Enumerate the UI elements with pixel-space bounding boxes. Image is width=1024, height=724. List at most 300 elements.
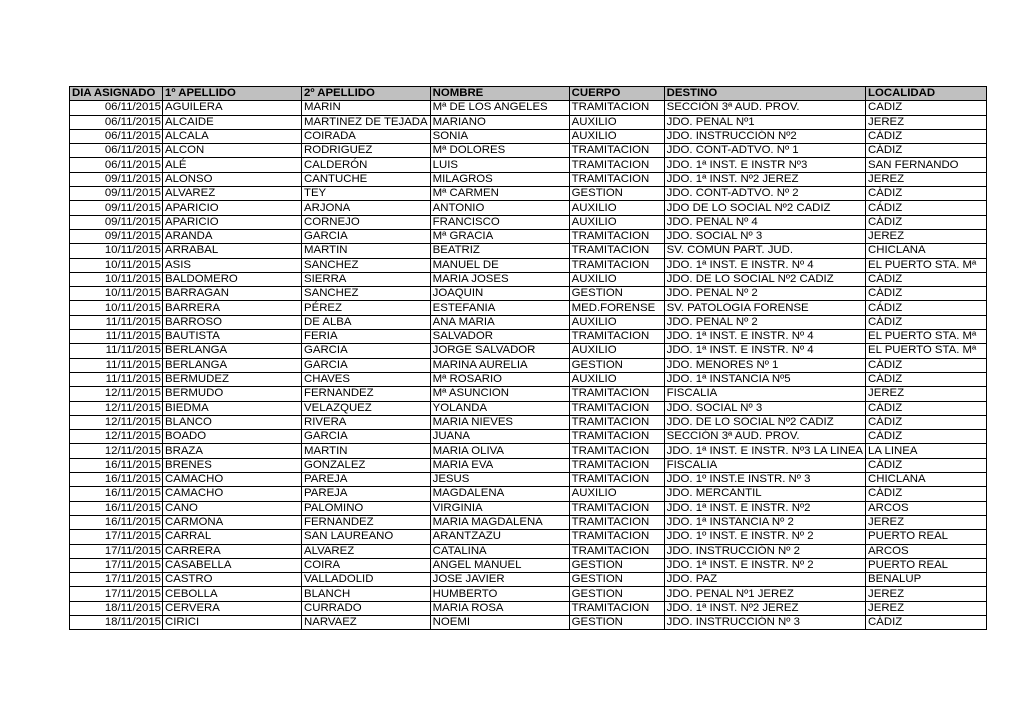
destino-cell: SECCIÓN 3ª AUD. PROV. bbox=[664, 101, 865, 115]
primer-apellido-cell: ALÉ bbox=[163, 158, 302, 172]
cuerpo-cell: TRAMITACION bbox=[569, 430, 664, 444]
table-row bbox=[70, 558, 987, 572]
destino-cell: JDO. 1ª INSTANCIA Nº 2 bbox=[664, 515, 865, 529]
cuerpo-cell: TRAMITACION bbox=[569, 544, 664, 558]
destino-cell: FISCALIA bbox=[664, 458, 865, 472]
cuerpo-cell: AUXILIO bbox=[569, 129, 664, 143]
segundo-apellido-cell: GARCIA bbox=[302, 229, 431, 243]
destino-cell: JDO. 1ª INSTANCIA Nº5 bbox=[664, 372, 865, 386]
cuerpo-cell: TRAMITACION bbox=[569, 244, 664, 258]
nombre-cell: LUIS bbox=[430, 158, 569, 172]
destino-cell: JDO. PENAL Nº 4 bbox=[664, 215, 865, 229]
destino-cell: JDO. PAZ bbox=[664, 573, 865, 587]
cuerpo-cell: AUXILIO bbox=[569, 272, 664, 286]
cuerpo-cell: TRAMITACION bbox=[569, 458, 664, 472]
nombre-cell: MILAGROS bbox=[430, 172, 569, 186]
destino-cell: JDO. 1ª INST. E INSTR. Nº 4 bbox=[664, 258, 865, 272]
dia-asignado-cell: 18/11/2015 bbox=[70, 615, 163, 629]
cuerpo-cell: TRAMITACION bbox=[569, 444, 664, 458]
dia-asignado-cell: 11/11/2015 bbox=[70, 330, 163, 344]
segundo-apellido-cell: CHAVES bbox=[302, 372, 431, 386]
dia-asignado-cell: 09/11/2015 bbox=[70, 215, 163, 229]
segundo-apellido-cell: PALOMINO bbox=[302, 501, 431, 515]
table-row bbox=[70, 201, 987, 215]
localidad-cell: SAN FERNANDO bbox=[866, 158, 987, 172]
cuerpo-cell: TRAMITACION bbox=[569, 101, 664, 115]
table-row bbox=[70, 187, 987, 201]
segundo-apellido-cell: NARVAEZ bbox=[302, 615, 431, 629]
segundo-apellido-cell: ARJONA bbox=[302, 201, 431, 215]
destino-cell: JDO. CONT-ADTVO. Nº 1 bbox=[664, 144, 865, 158]
table-row bbox=[70, 287, 987, 301]
dia-asignado-cell: 12/11/2015 bbox=[70, 430, 163, 444]
destino-cell: JDO. PENAL Nº1 bbox=[664, 115, 865, 129]
localidad-cell: CÁDIZ bbox=[866, 144, 987, 158]
destino-cell: JDO. 1º INST. E INSTR. Nº 2 bbox=[664, 530, 865, 544]
dia-asignado-cell: 10/11/2015 bbox=[70, 287, 163, 301]
segundo-apellido-cell: RODRIGUEZ bbox=[302, 144, 431, 158]
table-row bbox=[70, 458, 987, 472]
nombre-cell: CATALINA bbox=[430, 544, 569, 558]
nombre-cell: ANGEL MANUEL bbox=[430, 558, 569, 572]
dia-asignado-cell: 17/11/2015 bbox=[70, 573, 163, 587]
primer-apellido-cell: ALONSO bbox=[163, 172, 302, 186]
assignment-table bbox=[69, 86, 987, 630]
segundo-apellido-cell: SANCHEZ bbox=[302, 258, 431, 272]
localidad-cell: EL PUERTO STA. Mª bbox=[866, 330, 987, 344]
primer-apellido-cell: APARICIO bbox=[163, 201, 302, 215]
table-row bbox=[70, 172, 987, 186]
segundo-apellido-cell: CORNEJO bbox=[302, 215, 431, 229]
dia-asignado-cell: 06/11/2015 bbox=[70, 129, 163, 143]
primer-apellido-cell: CASTRO bbox=[163, 573, 302, 587]
dia-asignado-cell: 11/11/2015 bbox=[70, 358, 163, 372]
nombre-cell: VIRGINIA bbox=[430, 501, 569, 515]
primer-apellido-cell: BAUTISTA bbox=[163, 330, 302, 344]
nombre-cell: YOLANDA bbox=[430, 401, 569, 415]
table-row bbox=[70, 473, 987, 487]
segundo-apellido-cell: CALDERÓN bbox=[302, 158, 431, 172]
primer-apellido-cell: CEBOLLA bbox=[163, 587, 302, 601]
primer-apellido-cell: BOADO bbox=[163, 430, 302, 444]
segundo-apellido-cell: MARIN bbox=[302, 101, 431, 115]
localidad-cell: CÁDIZ bbox=[866, 430, 987, 444]
cuerpo-cell: TRAMITACION bbox=[569, 144, 664, 158]
nombre-cell: MARIA JOSES bbox=[430, 272, 569, 286]
dia-asignado-cell: 16/11/2015 bbox=[70, 473, 163, 487]
table-row bbox=[70, 158, 987, 172]
cuerpo-cell: TRAMITACION bbox=[569, 415, 664, 429]
cuerpo-cell: TRAMITACION bbox=[569, 401, 664, 415]
dia-asignado-cell: 10/11/2015 bbox=[70, 258, 163, 272]
destino-cell: JDO. DE LO SOCIAL Nº2 CADIZ bbox=[664, 272, 865, 286]
segundo-apellido-cell: FERNANDEZ bbox=[302, 387, 431, 401]
primer-apellido-cell: ASIS bbox=[163, 258, 302, 272]
segundo-apellido-cell: RIVERA bbox=[302, 415, 431, 429]
cuerpo-cell: GESTION bbox=[569, 358, 664, 372]
table-row bbox=[70, 587, 987, 601]
dia-asignado-cell: 12/11/2015 bbox=[70, 401, 163, 415]
dia-asignado-cell: 09/11/2015 bbox=[70, 172, 163, 186]
destino-cell: JDO. CONT-ADTVO. Nº 2 bbox=[664, 187, 865, 201]
destino-cell: JDO. 1ª INST. E INSTR. Nº 4 bbox=[664, 344, 865, 358]
destino-cell: JDO. SOCIAL Nº 3 bbox=[664, 229, 865, 243]
segundo-apellido-cell: CURRADO bbox=[302, 601, 431, 615]
destino-cell: JDO. DE LO SOCIAL Nº2 CADIZ bbox=[664, 415, 865, 429]
destino-cell: JDO. SOCIAL Nº 3 bbox=[664, 401, 865, 415]
dia-asignado-cell: 10/11/2015 bbox=[70, 272, 163, 286]
nombre-cell: JUANA bbox=[430, 430, 569, 444]
table-row bbox=[70, 344, 987, 358]
segundo-apellido-cell: SIERRA bbox=[302, 272, 431, 286]
header-cuerpo: CUERPO bbox=[569, 87, 664, 101]
table-row bbox=[70, 301, 987, 315]
localidad-cell: ARCOS bbox=[866, 544, 987, 558]
dia-asignado-cell: 16/11/2015 bbox=[70, 458, 163, 472]
segundo-apellido-cell: TEY bbox=[302, 187, 431, 201]
localidad-cell: EL PUERTO STA. Mª bbox=[866, 344, 987, 358]
dia-asignado-cell: 17/11/2015 bbox=[70, 544, 163, 558]
table-row bbox=[70, 444, 987, 458]
dia-asignado-cell: 10/11/2015 bbox=[70, 301, 163, 315]
primer-apellido-cell: AGUILERA bbox=[163, 101, 302, 115]
localidad-cell: CÁDIZ bbox=[866, 201, 987, 215]
localidad-cell: CÁDIZ bbox=[866, 301, 987, 315]
destino-cell: JDO. INSTRUCCIÓN Nº2 bbox=[664, 129, 865, 143]
cuerpo-cell: AUXILIO bbox=[569, 201, 664, 215]
segundo-apellido-cell: MARTIN bbox=[302, 444, 431, 458]
primer-apellido-cell: CASABELLA bbox=[163, 558, 302, 572]
cuerpo-cell: AUXILIO bbox=[569, 315, 664, 329]
localidad-cell: JEREZ bbox=[866, 172, 987, 186]
localidad-cell: CHICLANA bbox=[866, 473, 987, 487]
cuerpo-cell: GESTION bbox=[569, 587, 664, 601]
table-row bbox=[70, 530, 987, 544]
table-row bbox=[70, 258, 987, 272]
segundo-apellido-cell: GARCIA bbox=[302, 430, 431, 444]
dia-asignado-cell: 06/11/2015 bbox=[70, 158, 163, 172]
dia-asignado-cell: 17/11/2015 bbox=[70, 587, 163, 601]
segundo-apellido-cell: GONZALEZ bbox=[302, 458, 431, 472]
segundo-apellido-cell: COIRADA bbox=[302, 129, 431, 143]
primer-apellido-cell: ALCAIDE bbox=[163, 115, 302, 129]
nombre-cell: Mª ROSARIO bbox=[430, 372, 569, 386]
primer-apellido-cell: BARRERA bbox=[163, 301, 302, 315]
dia-asignado-cell: 09/11/2015 bbox=[70, 187, 163, 201]
dia-asignado-cell: 16/11/2015 bbox=[70, 501, 163, 515]
primer-apellido-cell: BARRAGAN bbox=[163, 287, 302, 301]
nombre-cell: MARIA ROSA bbox=[430, 601, 569, 615]
primer-apellido-cell: CIRICI bbox=[163, 615, 302, 629]
nombre-cell: ESTEFANIA bbox=[430, 301, 569, 315]
table-row bbox=[70, 430, 987, 444]
nombre-cell: Mª GRACIA bbox=[430, 229, 569, 243]
primer-apellido-cell: BALDOMERO bbox=[163, 272, 302, 286]
primer-apellido-cell: CANO bbox=[163, 501, 302, 515]
dia-asignado-cell: 17/11/2015 bbox=[70, 558, 163, 572]
header-dia-asignado: DIA ASIGNADO bbox=[70, 87, 163, 101]
nombre-cell: MARINA AURELIA bbox=[430, 358, 569, 372]
nombre-cell: JOSE JAVIER bbox=[430, 573, 569, 587]
table-row bbox=[70, 215, 987, 229]
dia-asignado-cell: 09/11/2015 bbox=[70, 201, 163, 215]
primer-apellido-cell: ALVAREZ bbox=[163, 187, 302, 201]
destino-cell: JDO. PENAL Nº1 JEREZ bbox=[664, 587, 865, 601]
localidad-cell: CHICLANA bbox=[866, 244, 987, 258]
localidad-cell: CÁDIZ bbox=[866, 287, 987, 301]
localidad-cell: CÁDIZ bbox=[866, 187, 987, 201]
dia-asignado-cell: 11/11/2015 bbox=[70, 372, 163, 386]
nombre-cell: MARIANO bbox=[430, 115, 569, 129]
table-row bbox=[70, 372, 987, 386]
destino-cell: JDO. PENAL Nº 2 bbox=[664, 315, 865, 329]
localidad-cell: CÁDIZ bbox=[866, 372, 987, 386]
localidad-cell: CÁDIZ bbox=[866, 487, 987, 501]
nombre-cell: FRANCISCO bbox=[430, 215, 569, 229]
cuerpo-cell: GESTION bbox=[569, 615, 664, 629]
cuerpo-cell: TRAMITACION bbox=[569, 172, 664, 186]
primer-apellido-cell: ARRABAL bbox=[163, 244, 302, 258]
table-row bbox=[70, 615, 987, 629]
table-row bbox=[70, 573, 987, 587]
primer-apellido-cell: CARMONA bbox=[163, 515, 302, 529]
header-segundo-apellido: 2º APELLIDO bbox=[302, 87, 431, 101]
table-row bbox=[70, 401, 987, 415]
destino-cell: JDO. PENAL Nº 2 bbox=[664, 287, 865, 301]
localidad-cell: CÁDIZ bbox=[866, 358, 987, 372]
primer-apellido-cell: APARICIO bbox=[163, 215, 302, 229]
dia-asignado-cell: 12/11/2015 bbox=[70, 444, 163, 458]
nombre-cell: NOEMI bbox=[430, 615, 569, 629]
segundo-apellido-cell: PAREJA bbox=[302, 473, 431, 487]
primer-apellido-cell: CAMACHO bbox=[163, 473, 302, 487]
destino-cell: JDO. 1ª INST. Nº2 JEREZ bbox=[664, 601, 865, 615]
segundo-apellido-cell: FERIA bbox=[302, 330, 431, 344]
cuerpo-cell: GESTION bbox=[569, 558, 664, 572]
destino-cell: JDO. 1ª INST. E INSTR. Nº2 bbox=[664, 501, 865, 515]
table-row bbox=[70, 487, 987, 501]
primer-apellido-cell: BERMUDEZ bbox=[163, 372, 302, 386]
nombre-cell: SALVADOR bbox=[430, 330, 569, 344]
nombre-cell: Mª DE LOS ANGELES bbox=[430, 101, 569, 115]
destino-cell: JDO DE LO SOCIAL Nº2 CADIZ bbox=[664, 201, 865, 215]
primer-apellido-cell: BLANCO bbox=[163, 415, 302, 429]
nombre-cell: ANTONIO bbox=[430, 201, 569, 215]
localidad-cell: PUERTO REAL bbox=[866, 530, 987, 544]
cuerpo-cell: TRAMITACION bbox=[569, 229, 664, 243]
dia-asignado-cell: 10/11/2015 bbox=[70, 244, 163, 258]
primer-apellido-cell: BRENES bbox=[163, 458, 302, 472]
table-row bbox=[70, 101, 987, 115]
segundo-apellido-cell: ALVAREZ bbox=[302, 544, 431, 558]
primer-apellido-cell: BARROSO bbox=[163, 315, 302, 329]
nombre-cell: Mª DOLORES bbox=[430, 144, 569, 158]
primer-apellido-cell: BERLANGA bbox=[163, 344, 302, 358]
header-destino: DESTINO bbox=[664, 87, 865, 101]
primer-apellido-cell: CAMACHO bbox=[163, 487, 302, 501]
table-row bbox=[70, 115, 987, 129]
cuerpo-cell: TRAMITACION bbox=[569, 330, 664, 344]
table-row bbox=[70, 544, 987, 558]
segundo-apellido-cell: VELAZQUEZ bbox=[302, 401, 431, 415]
segundo-apellido-cell: COIRA bbox=[302, 558, 431, 572]
primer-apellido-cell: ALCALA bbox=[163, 129, 302, 143]
primer-apellido-cell: CARRERA bbox=[163, 544, 302, 558]
primer-apellido-cell: ARANDA bbox=[163, 229, 302, 243]
nombre-cell: MANUEL DE bbox=[430, 258, 569, 272]
header-row bbox=[70, 87, 987, 101]
cuerpo-cell: TRAMITACION bbox=[569, 387, 664, 401]
cuerpo-cell: TRAMITACION bbox=[569, 501, 664, 515]
destino-cell: JDO. INSTRUCCIÓN Nº 3 bbox=[664, 615, 865, 629]
localidad-cell: JEREZ bbox=[866, 387, 987, 401]
localidad-cell: PUERTO REAL bbox=[866, 558, 987, 572]
localidad-cell: CÁDIZ bbox=[866, 415, 987, 429]
nombre-cell: ARANTZAZU bbox=[430, 530, 569, 544]
cuerpo-cell: GESTION bbox=[569, 573, 664, 587]
localidad-cell: CÁDIZ bbox=[866, 401, 987, 415]
destino-cell: SV. COMÚN PART. JUD. bbox=[664, 244, 865, 258]
nombre-cell: MARIA EVA bbox=[430, 458, 569, 472]
nombre-cell: MAGDALENA bbox=[430, 487, 569, 501]
header-localidad: LOCALIDAD bbox=[866, 87, 987, 101]
segundo-apellido-cell: SAN LAUREANO bbox=[302, 530, 431, 544]
destino-cell: JDO. 1ª INST. E INSTR. Nº 4 bbox=[664, 330, 865, 344]
segundo-apellido-cell: GARCIA bbox=[302, 358, 431, 372]
nombre-cell: MARIA NIEVES bbox=[430, 415, 569, 429]
table-row bbox=[70, 129, 987, 143]
localidad-cell: BENALUP bbox=[866, 573, 987, 587]
localidad-cell: JEREZ bbox=[866, 515, 987, 529]
dia-asignado-cell: 16/11/2015 bbox=[70, 515, 163, 529]
dia-asignado-cell: 12/11/2015 bbox=[70, 387, 163, 401]
cuerpo-cell: AUXILIO bbox=[569, 372, 664, 386]
nombre-cell: JOAQUIN bbox=[430, 287, 569, 301]
localidad-cell: JEREZ bbox=[866, 115, 987, 129]
localidad-cell: LA LINEA bbox=[866, 444, 987, 458]
localidad-cell: CÁDIZ bbox=[866, 615, 987, 629]
nombre-cell: HUMBERTO bbox=[430, 587, 569, 601]
header-primer-apellido: 1º APELLIDO bbox=[163, 87, 302, 101]
cuerpo-cell: MED.FORENSE bbox=[569, 301, 664, 315]
dia-asignado-cell: 09/11/2015 bbox=[70, 229, 163, 243]
localidad-cell: CÁDIZ bbox=[866, 215, 987, 229]
localidad-cell: CÁDIZ bbox=[866, 458, 987, 472]
dia-asignado-cell: 18/11/2015 bbox=[70, 601, 163, 615]
cuerpo-cell: TRAMITACION bbox=[569, 158, 664, 172]
destino-cell: JDO. 1ª INST. E INSTR. Nº 2 bbox=[664, 558, 865, 572]
segundo-apellido-cell: FERNANDEZ bbox=[302, 515, 431, 529]
destino-cell: FISCALIA bbox=[664, 387, 865, 401]
dia-asignado-cell: 06/11/2015 bbox=[70, 115, 163, 129]
table-body bbox=[70, 101, 987, 630]
cuerpo-cell: TRAMITACION bbox=[569, 601, 664, 615]
destino-cell: JDO. MENORES Nº 1 bbox=[664, 358, 865, 372]
cuerpo-cell: TRAMITACION bbox=[569, 515, 664, 529]
table-row bbox=[70, 501, 987, 515]
cuerpo-cell: AUXILIO bbox=[569, 344, 664, 358]
segundo-apellido-cell: VALLADOLID bbox=[302, 573, 431, 587]
nombre-cell: MARIA MAGDALENA bbox=[430, 515, 569, 529]
table-row bbox=[70, 144, 987, 158]
dia-asignado-cell: 16/11/2015 bbox=[70, 487, 163, 501]
segundo-apellido-cell: CANTUCHE bbox=[302, 172, 431, 186]
dia-asignado-cell: 06/11/2015 bbox=[70, 101, 163, 115]
dia-asignado-cell: 11/11/2015 bbox=[70, 315, 163, 329]
localidad-cell: EL PUERTO STA. Mª bbox=[866, 258, 987, 272]
localidad-cell: JEREZ bbox=[866, 229, 987, 243]
destino-cell: SECCIÓN 3ª AUD. PROV. bbox=[664, 430, 865, 444]
segundo-apellido-cell: GARCIA bbox=[302, 344, 431, 358]
table-row bbox=[70, 272, 987, 286]
primer-apellido-cell: CERVERA bbox=[163, 601, 302, 615]
cuerpo-cell: GESTION bbox=[569, 287, 664, 301]
nombre-cell: ANA MARIA bbox=[430, 315, 569, 329]
localidad-cell: CÁDIZ bbox=[866, 315, 987, 329]
nombre-cell: JORGE SALVADOR bbox=[430, 344, 569, 358]
cuerpo-cell: AUXILIO bbox=[569, 487, 664, 501]
dia-asignado-cell: 06/11/2015 bbox=[70, 144, 163, 158]
localidad-cell: JEREZ bbox=[866, 587, 987, 601]
dia-asignado-cell: 11/11/2015 bbox=[70, 344, 163, 358]
table-row bbox=[70, 515, 987, 529]
cuerpo-cell: TRAMITACION bbox=[569, 473, 664, 487]
localidad-cell: CADIZ bbox=[866, 101, 987, 115]
destino-cell: JDO. 1º INST.E INSTR. Nº 3 bbox=[664, 473, 865, 487]
cuerpo-cell: GESTION bbox=[569, 187, 664, 201]
primer-apellido-cell: BRAZA bbox=[163, 444, 302, 458]
destino-cell: JDO. 1ª INST. Nº2 JEREZ bbox=[664, 172, 865, 186]
cuerpo-cell: AUXILIO bbox=[569, 215, 664, 229]
segundo-apellido-cell: PAREJA bbox=[302, 487, 431, 501]
cuerpo-cell: TRAMITACION bbox=[569, 530, 664, 544]
cuerpo-cell: AUXILIO bbox=[569, 115, 664, 129]
primer-apellido-cell: ALCON bbox=[163, 144, 302, 158]
cuerpo-cell: TRAMITACION bbox=[569, 258, 664, 272]
localidad-cell: ARCOS bbox=[866, 501, 987, 515]
localidad-cell: CÁDIZ bbox=[866, 272, 987, 286]
table-row bbox=[70, 601, 987, 615]
table-row bbox=[70, 387, 987, 401]
table-row bbox=[70, 415, 987, 429]
destino-cell: JDO. INSTRUCCIÓN Nº 2 bbox=[664, 544, 865, 558]
segundo-apellido-cell: BLANCH bbox=[302, 587, 431, 601]
primer-apellido-cell: BIEDMA bbox=[163, 401, 302, 415]
nombre-cell: SONIA bbox=[430, 129, 569, 143]
table-row bbox=[70, 244, 987, 258]
destino-cell: JDO. MERCANTIL bbox=[664, 487, 865, 501]
primer-apellido-cell: BERLANGA bbox=[163, 358, 302, 372]
nombre-cell: Mª ASUNCION bbox=[430, 387, 569, 401]
table-row bbox=[70, 330, 987, 344]
segundo-apellido-cell: MARTIN bbox=[302, 244, 431, 258]
segundo-apellido-cell: DE ALBA bbox=[302, 315, 431, 329]
segundo-apellido-cell: PÉREZ bbox=[302, 301, 431, 315]
localidad-cell: CÁDIZ bbox=[866, 129, 987, 143]
primer-apellido-cell: CARRAL bbox=[163, 530, 302, 544]
dia-asignado-cell: 17/11/2015 bbox=[70, 530, 163, 544]
table-row bbox=[70, 315, 987, 329]
header-nombre: NOMBRE bbox=[430, 87, 569, 101]
nombre-cell: MARIA OLIVA bbox=[430, 444, 569, 458]
segundo-apellido-cell: SANCHEZ bbox=[302, 287, 431, 301]
nombre-cell: BEATRIZ bbox=[430, 244, 569, 258]
table-row bbox=[70, 229, 987, 243]
segundo-apellido-cell: MARTINEZ DE TEJADA bbox=[302, 115, 431, 129]
destino-cell: SV. PATOLOGIA FORENSE bbox=[664, 301, 865, 315]
primer-apellido-cell: BERMUDO bbox=[163, 387, 302, 401]
dia-asignado-cell: 12/11/2015 bbox=[70, 415, 163, 429]
